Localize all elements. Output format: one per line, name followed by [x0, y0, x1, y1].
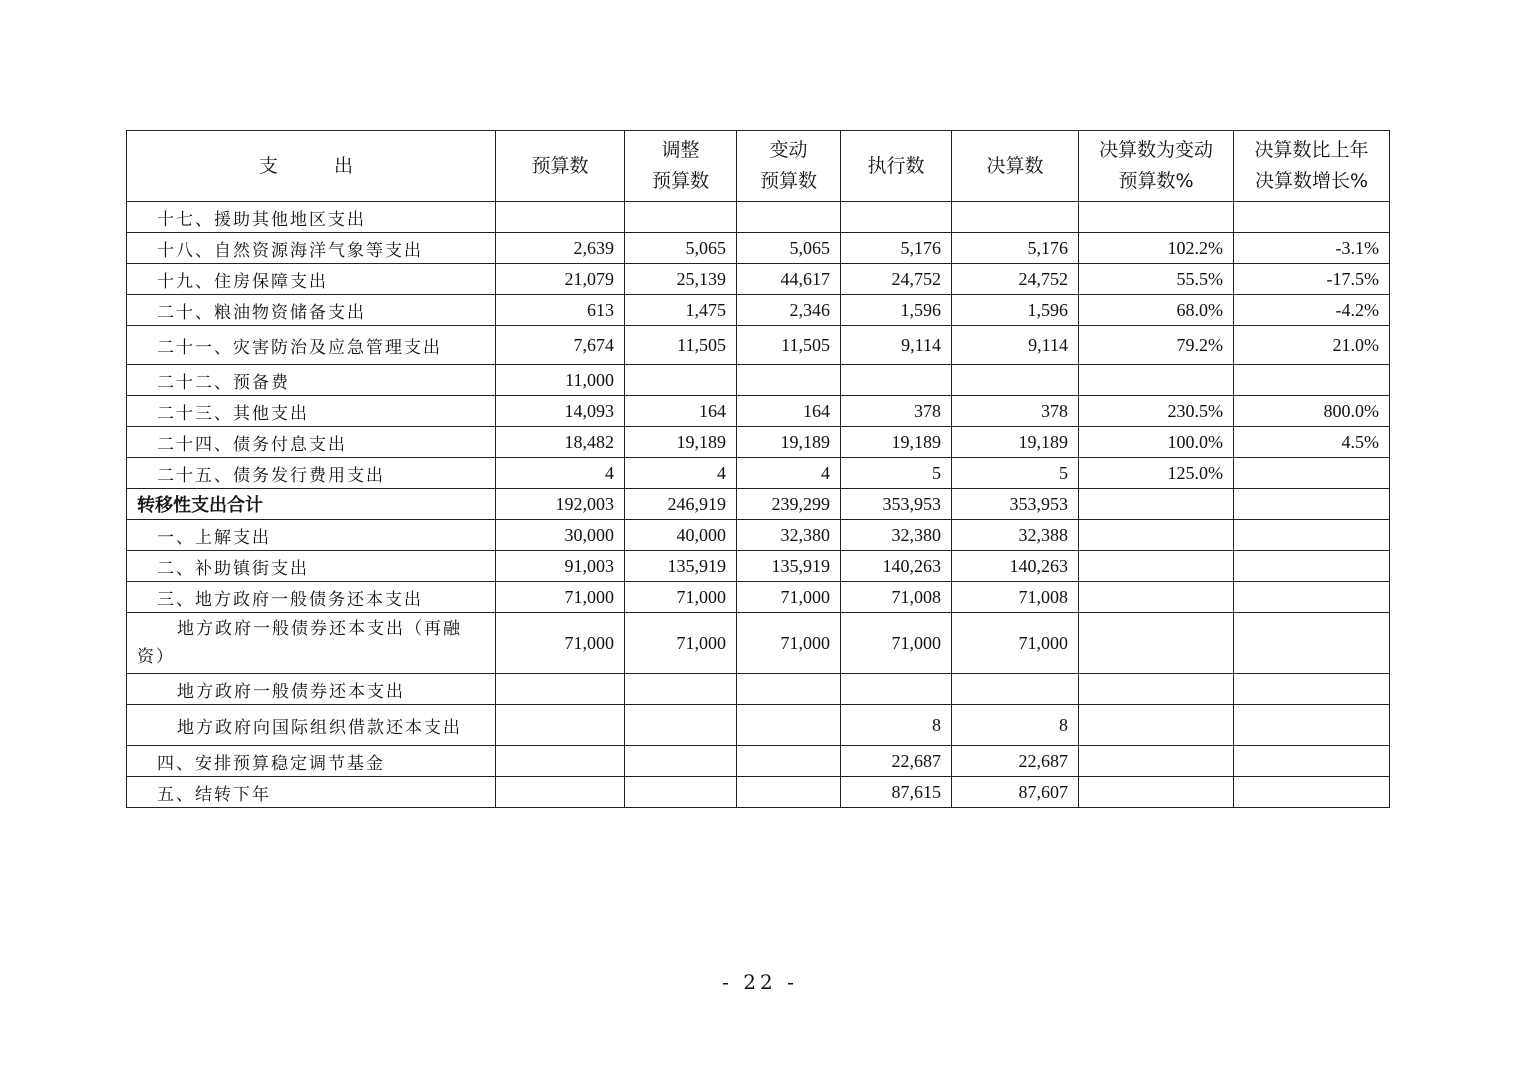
cell-final: 5 [952, 458, 1079, 489]
table-row [127, 295, 1390, 326]
cell-budget: 7,674 [496, 326, 625, 365]
cell-ratio [1079, 520, 1234, 551]
cell-final: 9,114 [952, 326, 1079, 365]
cell-growth [1234, 705, 1390, 746]
cell-adjusted [625, 365, 737, 396]
cell-budget: 14,093 [496, 396, 625, 427]
cell-budget: 71,000 [496, 582, 625, 613]
row-label: 十七、援助其他地区支出 [127, 202, 496, 233]
table-row [127, 674, 1390, 705]
table-row [127, 233, 1390, 264]
cell-changed: 135,919 [737, 551, 841, 582]
row-label: 十八、自然资源海洋气象等支出 [127, 233, 496, 264]
cell-changed: 2,346 [737, 295, 841, 326]
cell-ratio: 230.5% [1079, 396, 1234, 427]
cell-final: 5,176 [952, 233, 1079, 264]
cell-growth: -17.5% [1234, 264, 1390, 295]
cell-adjusted: 164 [625, 396, 737, 427]
cell-budget: 30,000 [496, 520, 625, 551]
cell-changed: 19,189 [737, 427, 841, 458]
cell-adjusted [625, 705, 737, 746]
cell-executed: 1,596 [841, 295, 952, 326]
cell-ratio [1079, 365, 1234, 396]
cell-changed [737, 674, 841, 705]
cell-executed [841, 674, 952, 705]
header-final-ratio: 决算数为变动 预算数% [1079, 131, 1234, 202]
header-adjusted-budget: 调整 预算数 [625, 131, 737, 202]
cell-adjusted [625, 746, 737, 777]
cell-budget: 21,079 [496, 264, 625, 295]
table-row [127, 613, 1390, 674]
header-growth-rate: 决算数比上年 决算数增长% [1234, 131, 1390, 202]
cell-budget [496, 705, 625, 746]
cell-growth: 800.0% [1234, 396, 1390, 427]
cell-adjusted [625, 777, 737, 808]
row-label: 五、结转下年 [127, 777, 496, 808]
cell-growth: -3.1% [1234, 233, 1390, 264]
cell-changed: 239,299 [737, 489, 841, 520]
table-row [127, 777, 1390, 808]
cell-ratio [1079, 674, 1234, 705]
row-label: 地方政府一般债券还本支出（再融资） [127, 613, 496, 674]
row-label: 地方政府一般债券还本支出 [127, 674, 496, 705]
cell-budget: 11,000 [496, 365, 625, 396]
header-row [127, 131, 1390, 202]
header-final-accounts: 决算数 [952, 131, 1079, 202]
cell-final: 378 [952, 396, 1079, 427]
cell-executed [841, 202, 952, 233]
header-changed-budget: 变动 预算数 [737, 131, 841, 202]
table-row-total [127, 489, 1390, 520]
cell-changed: 71,000 [737, 582, 841, 613]
cell-growth [1234, 613, 1390, 674]
cell-executed: 378 [841, 396, 952, 427]
cell-adjusted: 11,505 [625, 326, 737, 365]
cell-executed: 5 [841, 458, 952, 489]
cell-budget [496, 777, 625, 808]
cell-budget [496, 674, 625, 705]
cell-growth [1234, 365, 1390, 396]
cell-executed [841, 365, 952, 396]
cell-growth [1234, 746, 1390, 777]
cell-ratio: 68.0% [1079, 295, 1234, 326]
cell-ratio [1079, 551, 1234, 582]
cell-adjusted: 246,919 [625, 489, 737, 520]
cell-changed [737, 202, 841, 233]
row-label: 二十五、债务发行费用支出 [127, 458, 496, 489]
cell-budget [496, 746, 625, 777]
cell-ratio [1079, 613, 1234, 674]
table-row [127, 458, 1390, 489]
cell-final: 140,263 [952, 551, 1079, 582]
cell-executed: 8 [841, 705, 952, 746]
table-row [127, 427, 1390, 458]
cell-executed: 140,263 [841, 551, 952, 582]
cell-executed: 71,008 [841, 582, 952, 613]
cell-ratio [1079, 777, 1234, 808]
table-row [127, 326, 1390, 365]
table-row [127, 365, 1390, 396]
cell-adjusted: 71,000 [625, 613, 737, 674]
table-row [127, 202, 1390, 233]
cell-final: 71,008 [952, 582, 1079, 613]
cell-executed: 32,380 [841, 520, 952, 551]
cell-ratio: 125.0% [1079, 458, 1234, 489]
cell-final: 24,752 [952, 264, 1079, 295]
cell-changed: 11,505 [737, 326, 841, 365]
row-label: 地方政府向国际组织借款还本支出 [127, 705, 496, 746]
cell-budget: 71,000 [496, 613, 625, 674]
cell-ratio: 79.2% [1079, 326, 1234, 365]
cell-adjusted: 1,475 [625, 295, 737, 326]
cell-changed [737, 365, 841, 396]
cell-final: 8 [952, 705, 1079, 746]
cell-budget [496, 202, 625, 233]
cell-executed: 71,000 [841, 613, 952, 674]
cell-budget: 2,639 [496, 233, 625, 264]
cell-adjusted: 25,139 [625, 264, 737, 295]
cell-executed: 353,953 [841, 489, 952, 520]
cell-final [952, 365, 1079, 396]
cell-adjusted [625, 202, 737, 233]
cell-changed [737, 777, 841, 808]
table-row [127, 551, 1390, 582]
cell-adjusted [625, 674, 737, 705]
cell-adjusted: 5,065 [625, 233, 737, 264]
cell-adjusted: 135,919 [625, 551, 737, 582]
page-number: - 22 - [722, 970, 798, 994]
row-label: 一、上解支出 [127, 520, 496, 551]
table-row [127, 264, 1390, 295]
row-label: 四、安排预算稳定调节基金 [127, 746, 496, 777]
cell-final [952, 202, 1079, 233]
cell-final: 32,388 [952, 520, 1079, 551]
cell-executed: 22,687 [841, 746, 952, 777]
cell-budget: 4 [496, 458, 625, 489]
cell-ratio [1079, 202, 1234, 233]
row-label: 转移性支出合计 [127, 489, 496, 520]
cell-changed: 32,380 [737, 520, 841, 551]
row-label: 二十三、其他支出 [127, 396, 496, 427]
cell-ratio: 100.0% [1079, 427, 1234, 458]
cell-growth: 4.5% [1234, 427, 1390, 458]
cell-executed: 24,752 [841, 264, 952, 295]
cell-ratio: 102.2% [1079, 233, 1234, 264]
cell-growth [1234, 458, 1390, 489]
cell-budget: 91,003 [496, 551, 625, 582]
table-row [127, 705, 1390, 746]
cell-budget: 613 [496, 295, 625, 326]
budget-expenditure-table [126, 130, 1390, 808]
cell-adjusted: 40,000 [625, 520, 737, 551]
cell-executed: 87,615 [841, 777, 952, 808]
cell-ratio [1079, 489, 1234, 520]
cell-growth [1234, 674, 1390, 705]
cell-ratio [1079, 705, 1234, 746]
header-expenditure: 支出 [127, 131, 496, 202]
table-row [127, 582, 1390, 613]
header-executed: 执行数 [841, 131, 952, 202]
cell-growth [1234, 202, 1390, 233]
table-row [127, 746, 1390, 777]
row-label: 二、补助镇街支出 [127, 551, 496, 582]
cell-executed: 9,114 [841, 326, 952, 365]
cell-changed: 44,617 [737, 264, 841, 295]
row-label: 二十一、灾害防治及应急管理支出 [127, 326, 496, 365]
cell-growth [1234, 489, 1390, 520]
table-row [127, 396, 1390, 427]
cell-adjusted: 71,000 [625, 582, 737, 613]
cell-growth: 21.0% [1234, 326, 1390, 365]
cell-growth [1234, 520, 1390, 551]
cell-changed: 164 [737, 396, 841, 427]
cell-growth [1234, 551, 1390, 582]
cell-changed [737, 705, 841, 746]
cell-changed: 4 [737, 458, 841, 489]
table-row [127, 520, 1390, 551]
row-label: 二十、粮油物资储备支出 [127, 295, 496, 326]
cell-adjusted: 4 [625, 458, 737, 489]
cell-ratio [1079, 582, 1234, 613]
cell-budget: 192,003 [496, 489, 625, 520]
cell-ratio [1079, 746, 1234, 777]
cell-growth: -4.2% [1234, 295, 1390, 326]
cell-executed: 5,176 [841, 233, 952, 264]
cell-final [952, 674, 1079, 705]
cell-final: 353,953 [952, 489, 1079, 520]
cell-executed: 19,189 [841, 427, 952, 458]
row-label: 三、地方政府一般债务还本支出 [127, 582, 496, 613]
cell-final: 87,607 [952, 777, 1079, 808]
header-budget: 预算数 [496, 131, 625, 202]
row-label: 二十四、债务付息支出 [127, 427, 496, 458]
cell-final: 19,189 [952, 427, 1079, 458]
row-label: 二十二、预备费 [127, 365, 496, 396]
row-label: 十九、住房保障支出 [127, 264, 496, 295]
cell-final: 71,000 [952, 613, 1079, 674]
cell-final: 1,596 [952, 295, 1079, 326]
cell-changed: 5,065 [737, 233, 841, 264]
cell-ratio: 55.5% [1079, 264, 1234, 295]
cell-growth [1234, 582, 1390, 613]
cell-changed [737, 746, 841, 777]
cell-budget: 18,482 [496, 427, 625, 458]
cell-changed: 71,000 [737, 613, 841, 674]
cell-final: 22,687 [952, 746, 1079, 777]
cell-growth [1234, 777, 1390, 808]
cell-adjusted: 19,189 [625, 427, 737, 458]
